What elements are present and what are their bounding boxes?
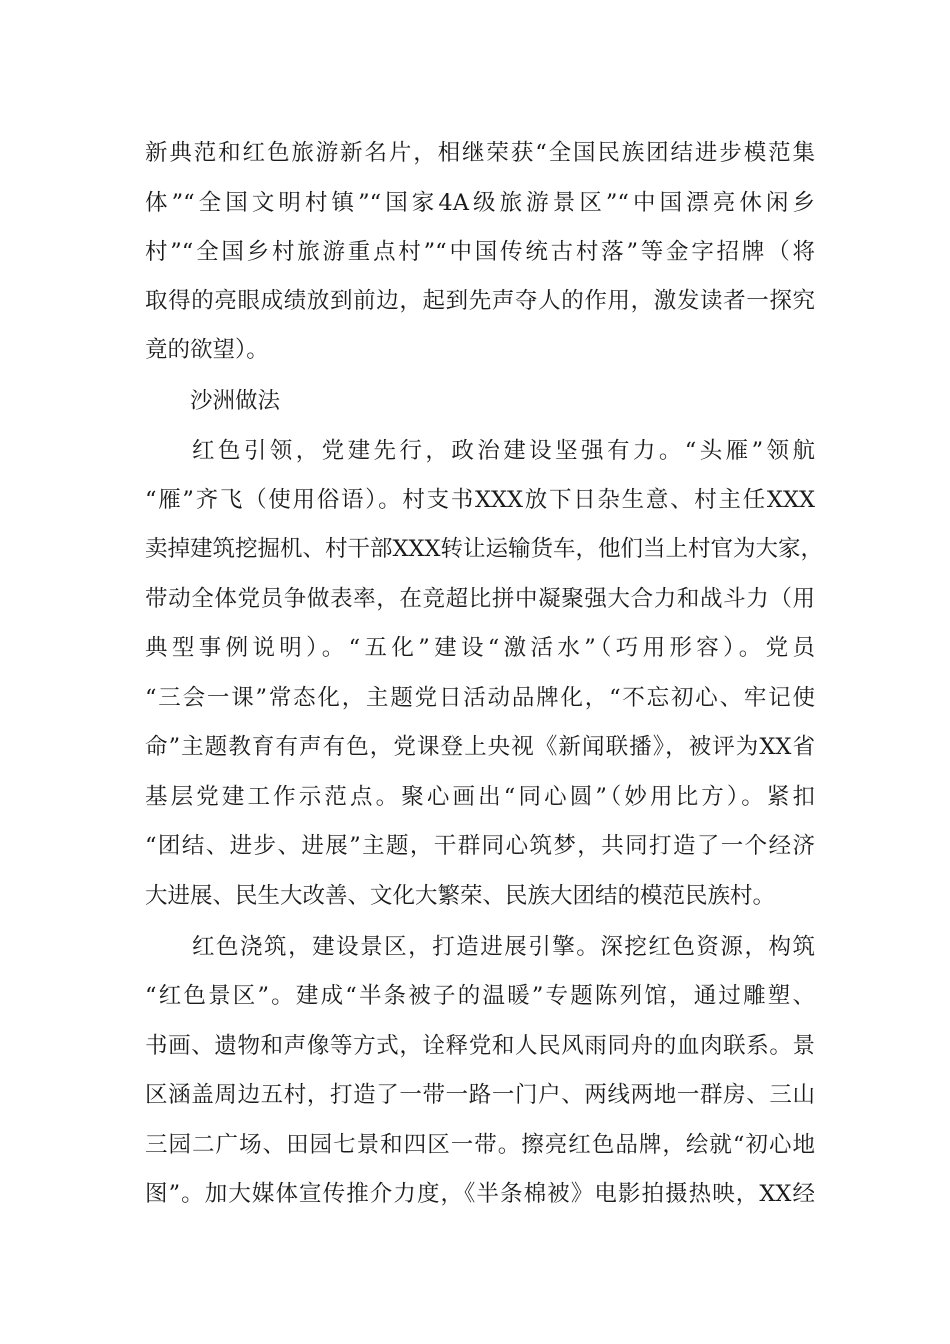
text-line: 典型事例说明）。“五化”建设“激活水”（巧用形容）。党员 [145, 635, 815, 661]
text-line: 体”“全国文明村镇”“国家4A级旅游景区”“中国漂亮休闲乡 [145, 190, 815, 216]
text-line: 基层党建工作示范点。聚心画出“同心圆”（妙用比方）。紧扣 [145, 784, 815, 810]
text-line: 书画、遗物和声像等方式，诠释党和人民风雨同舟的血肉联系。景 [145, 1033, 815, 1059]
text-line: 带动全体党员争做表率，在竞超比拼中凝聚强大合力和战斗力（用 [145, 586, 815, 612]
text-line: 竟的欲望）。 [145, 337, 269, 363]
text-line: “团结、进步、进展”主题，干群同心筑梦，共同打造了一个经济 [145, 833, 815, 859]
text-line: 图”。加大媒体宣传推介力度，《半条棉被》电影拍摄热映，XX经 [145, 1181, 815, 1207]
text-line: 村”“全国乡村旅游重点村”“中国传统古村落”等金字招牌（将 [145, 239, 815, 265]
text-line: “雁”齐飞（使用俗语）。村支书XXX放下日杂生意、村主任XXX [145, 487, 815, 513]
text-line: 三园二广场、田园七景和四区一带。擦亮红色品牌，绘就“初心地 [145, 1132, 815, 1158]
text-line: 红色引领，党建先行，政治建设坚强有力。“头雁”领航 [192, 438, 815, 464]
text-line: 大进展、民生大改善、文化大繁荣、民族大团结的模范民族村。 [145, 883, 776, 909]
text-line: 命”主题教育有声有色，党课登上央视《新闻联播》，被评为XX省 [145, 734, 815, 760]
text-line: 新典范和红色旅游新名片，相继荣获“全国民族团结进步模范集 [145, 140, 815, 166]
text-line: 区涵盖周边五村，打造了一带一路一门户、两线两地一群房、三山 [145, 1082, 815, 1108]
text-line: 卖掉建筑挖掘机、村干部XXX转让运输货车，他们当上村官为大家， [145, 536, 824, 562]
text-line: “红色景区”。建成“半条被子的温暖”专题陈列馆，通过雕塑、 [145, 983, 815, 1009]
text-line: 红色浇筑，建设景区，打造进展引擎。深挖红色资源，构筑 [192, 934, 815, 960]
section-heading: 沙洲做法 [190, 388, 281, 414]
text-line: 取得的亮眼成绩放到前边，起到先声夺人的作用，激发读者一探究 [145, 288, 815, 314]
text-line: “三会一课”常态化，主题党日活动品牌化，“不忘初心、牢记使 [145, 685, 815, 711]
